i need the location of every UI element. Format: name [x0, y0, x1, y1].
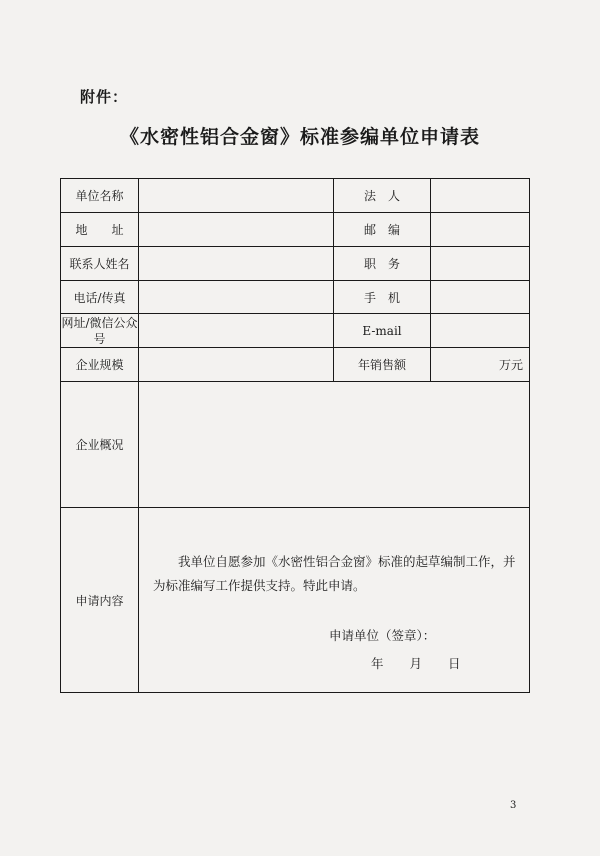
- page-number: 3: [510, 800, 517, 811]
- field-address[interactable]: [139, 213, 334, 247]
- field-postcode[interactable]: [431, 213, 530, 247]
- field-annual-sales[interactable]: 万元: [431, 348, 530, 382]
- field-website-wechat[interactable]: [139, 314, 334, 348]
- table-row: [61, 247, 530, 281]
- label-website-wechat: 网址/微信公众号: [61, 315, 138, 346]
- field-application-content: [139, 508, 530, 693]
- label-postcode: 邮 编: [334, 213, 431, 247]
- field-email[interactable]: [431, 314, 530, 348]
- date-line: 年 月 日: [371, 656, 461, 671]
- label-position: 职 务: [334, 247, 431, 281]
- label-contact-name: 联系人姓名: [61, 247, 139, 281]
- signature-label: 申请单位（签章）：: [329, 628, 436, 643]
- field-position[interactable]: [431, 247, 530, 281]
- table-row: [61, 179, 530, 213]
- label-company-name: 单位名称: [61, 179, 139, 213]
- field-contact-name[interactable]: [139, 247, 334, 281]
- label-mobile: 手 机: [334, 281, 431, 314]
- field-company-scale[interactable]: [139, 348, 334, 382]
- label-phone-fax: 电话/传真: [61, 281, 139, 314]
- table-row: [61, 281, 530, 314]
- table-row: [61, 382, 530, 508]
- attachment-label: 附件：: [80, 88, 129, 106]
- field-legal-person[interactable]: [431, 179, 530, 213]
- field-phone-fax[interactable]: [139, 281, 334, 314]
- label-address: 地 址: [61, 213, 139, 247]
- label-annual-sales: 年销售额: [334, 348, 431, 382]
- label-application-content: 申请内容: [61, 508, 139, 693]
- application-statement: 我单位自愿参加《水密性铝合金窗》标准的起草编制工作，并为标准编写工作提供支持。特此申请。: [153, 554, 516, 593]
- label-email: E-mail: [334, 314, 431, 348]
- field-company-name[interactable]: [139, 179, 334, 213]
- table-row: [61, 314, 530, 348]
- table-row: [61, 508, 530, 693]
- field-mobile[interactable]: [431, 281, 530, 314]
- table-row: [61, 213, 530, 247]
- application-form-table: [60, 178, 530, 693]
- field-company-overview[interactable]: [139, 382, 530, 508]
- label-company-overview: 企业概况: [61, 382, 139, 508]
- page-title: 《水密性铝合金窗》标准参编单位申请表: [119, 126, 480, 148]
- label-legal-person: 法 人: [334, 179, 431, 213]
- table-row: [61, 348, 530, 382]
- label-company-scale: 企业规模: [61, 348, 139, 382]
